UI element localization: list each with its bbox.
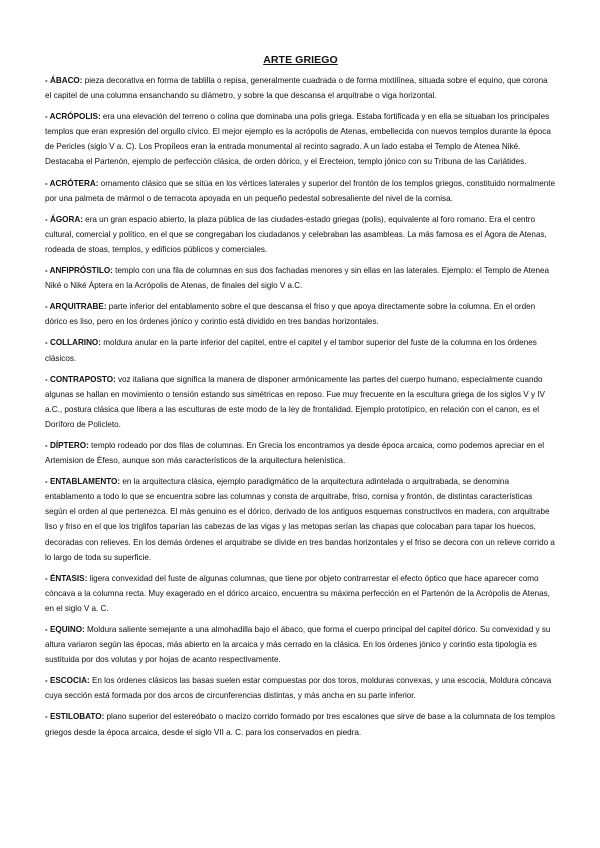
glossary-entry: [45, 212, 556, 257]
glossary-entry: [45, 263, 556, 293]
glossary-entry: [45, 673, 556, 703]
glossary-definition: templo rodeado por dos filas de columnas. En Grecia los encontramos ya desde época arcaica, como podemos apreciar en el Artemision de Éfeso, aunque son más característicos de la arquitectura helenística.: [45, 440, 545, 466]
page-title: ARTE GRIEGO: [263, 54, 338, 66]
glossary-term: - CONTRAPOSTO:: [45, 374, 116, 384]
glossary-term: - ACRÓPOLIS:: [45, 112, 101, 122]
glossary-term: - DÍPTERO:: [45, 440, 89, 450]
glossary-definition: en la arquitectura clásica, ejemplo paradigmático de la arquitectura adintelada o arquitrabada, se denomina entablamento a todo lo que se encuentra sobre las columnas y consta de arquitrabe, friso, cornisa y frontón, de distintas características según el orden al que pertenezca. El más genuino es el dórico, derivado de los antiguos esquemas constructivos en madera, con arquitrabe liso y friso en el que los triglifos taparían las cabezas de las vigas y las metopas serían las chapas que colocaban para tapar los huecos, decoradas con relieves. En los demás órdenes el arquitrabe se divide en tres bandas horizontales y el friso se decora con un relieve corrido a lo largo de toda su superficie.: [45, 477, 555, 562]
glossary-term: - ENTABLAMENTO:: [45, 477, 121, 487]
glossary-definition: era una elevación del terreno o colina que dominaba una polis griega. Estaba fortificada y en ella se situaban los principales templos que eran expresión del orgullo cívico. El mejor ejemplo es la acrópolis de Atenas, embellecida con nuevos templos durante la época de Pericles (siglo V a. C). Los Propíleos eran la entrada monumental al recinto sagrado. A un lado estaba el Templo de Atenea Niké. Destacaba el Partenón, ejemplo de perfección clásica, de orden dórico, y el Erecteion, templo jónico con su Tribuna de las Cariátides.: [45, 112, 551, 167]
glossary-term: - ÁGORA:: [45, 214, 83, 224]
glossary-term: - ESTILOBATO:: [45, 712, 105, 722]
glossary-entry: [45, 709, 556, 739]
glossary-term: - ACRÓTERA:: [45, 178, 99, 188]
glossary-entry: [45, 372, 556, 432]
glossary-definition: parte inferior del entablamento sobre el que descansa el friso y que apoya directamente sobre la columna. En el orden dórico es liso, pero en los órdenes jónico y corintio está dividido en tres bandas horizontales.: [45, 302, 536, 327]
glossary-term: - EQUINO:: [45, 625, 85, 634]
glossary-definition: templo con una fila de columnas en sus dos fachadas menores y sin ellas en las laterales. Ejemplo: el Templo de Atenea Niké o Niké Áptera en la Acrópolis de Atenas, de finales del siglo V a.C.: [45, 266, 550, 291]
glossary-definition: ligera convexidad del fuste de algunas columnas, que tiene por objeto contrarrestar el efecto óptico que hace aparecer como cóncava a la columna recta. Muy exagerado en el dórico arcaico, encuentra su máxima perfección en el Partenón de la Acrópolis de Atenas, en el siglo V a. C.: [45, 573, 550, 613]
glossary-definition: En los órdenes clásicos las basas suelen estar compuestas por dos toros, molduras convexas, y una escocia, Moldura cóncava cuya sección está formada por dos arcos de circunferencias distintas, y más ancha en su parte inferior.: [45, 676, 552, 701]
glossary-entry: [45, 176, 556, 206]
glossary-term: - COLLARINO:: [45, 338, 101, 348]
glossary-definition: Moldura saliente semejante a una almohadilla bajo el ábaco, que forma el cuerpo principal del capitel dórico. Su convexidad y su altura variaron según las épocas, más abierto en la arcaica y más cerrado en la clásica. En los órdenes jónico y corintio esta tipología es sustituida por dos volutas y por hojas de acanto respectivamente.: [45, 625, 551, 665]
glossary-definition: pieza decorativa en forma de tablilla o repisa, generalmente cuadrada o de forma mixtilínea, situada sobre el equino, que corona el capitel de una columna ensanchando su diámetro, y sobre la que descansa el arquitrabe o viga horizontal.: [45, 76, 548, 101]
glossary-entry: [45, 335, 556, 365]
glossary-entry: [45, 73, 556, 103]
glossary-entry: [45, 571, 556, 616]
glossary-entry: [45, 622, 556, 667]
glossary-definition: voz italiana que significa la manera de disponer armónicamente las partes del cuerpo humano, especialmente cuando algunas se hallan en movimiento o tensión estando sus simétricas en reposo. Fue muy frecuente en la escultura griega de los siglos V y IV a.C., postura clásica que libera a las esculturas de este modo de la ley de frontalidad. Ejemplo prototípico, en relación con el canon, es el Doríforo de Policleto.: [45, 374, 545, 429]
glossary-list: [45, 73, 556, 740]
glossary-entry: [45, 299, 556, 329]
glossary-definition: plano superior del estereóbato o macizo corrido formado por tres escalones que sirve de base a la columnata de los templos griegos desde la época arcaica, desde el siglo VII a. C. para los conservados en piedra.: [45, 712, 556, 737]
glossary-entry: [45, 109, 556, 169]
glossary-term: - ESCOCIA:: [45, 676, 90, 686]
glossary-term: - ÁBACO:: [45, 76, 83, 85]
glossary-term: - ÉNTASIS:: [45, 573, 88, 583]
glossary-definition: ornamento clásico que se sitúa en los vértices laterales y superior del frontón de los templos griegos, constituido normalmente por una palmeta de mármol o de terracota apoyada en un pequeño pedestal sobresaliente del nivel de la cornisa.: [45, 178, 556, 203]
glossary-term: - ANFIPRÓSTILO:: [45, 266, 113, 276]
glossary-definition: moldura anular en la parte inferior del capitel, entre el capitel y el tambor superior del fuste de la columna en los órdenes clásicos.: [45, 338, 537, 363]
glossary-definition: era un gran espacio abierto, la plaza pública de las ciudades-estado griegas (polis), equivalente al foro romano. Era el centro cultural, comercial y político, en el que se congregaban los ciudadanos y celebraban las asambleas. La más famosa es el Ágora de Atenas, rodeada de stoas, templos, y edificios públicos y comerciales.: [45, 214, 547, 254]
glossary-term: - ARQUITRABE:: [45, 302, 107, 312]
glossary-entry: [45, 438, 556, 468]
glossary-entry: [45, 474, 556, 565]
